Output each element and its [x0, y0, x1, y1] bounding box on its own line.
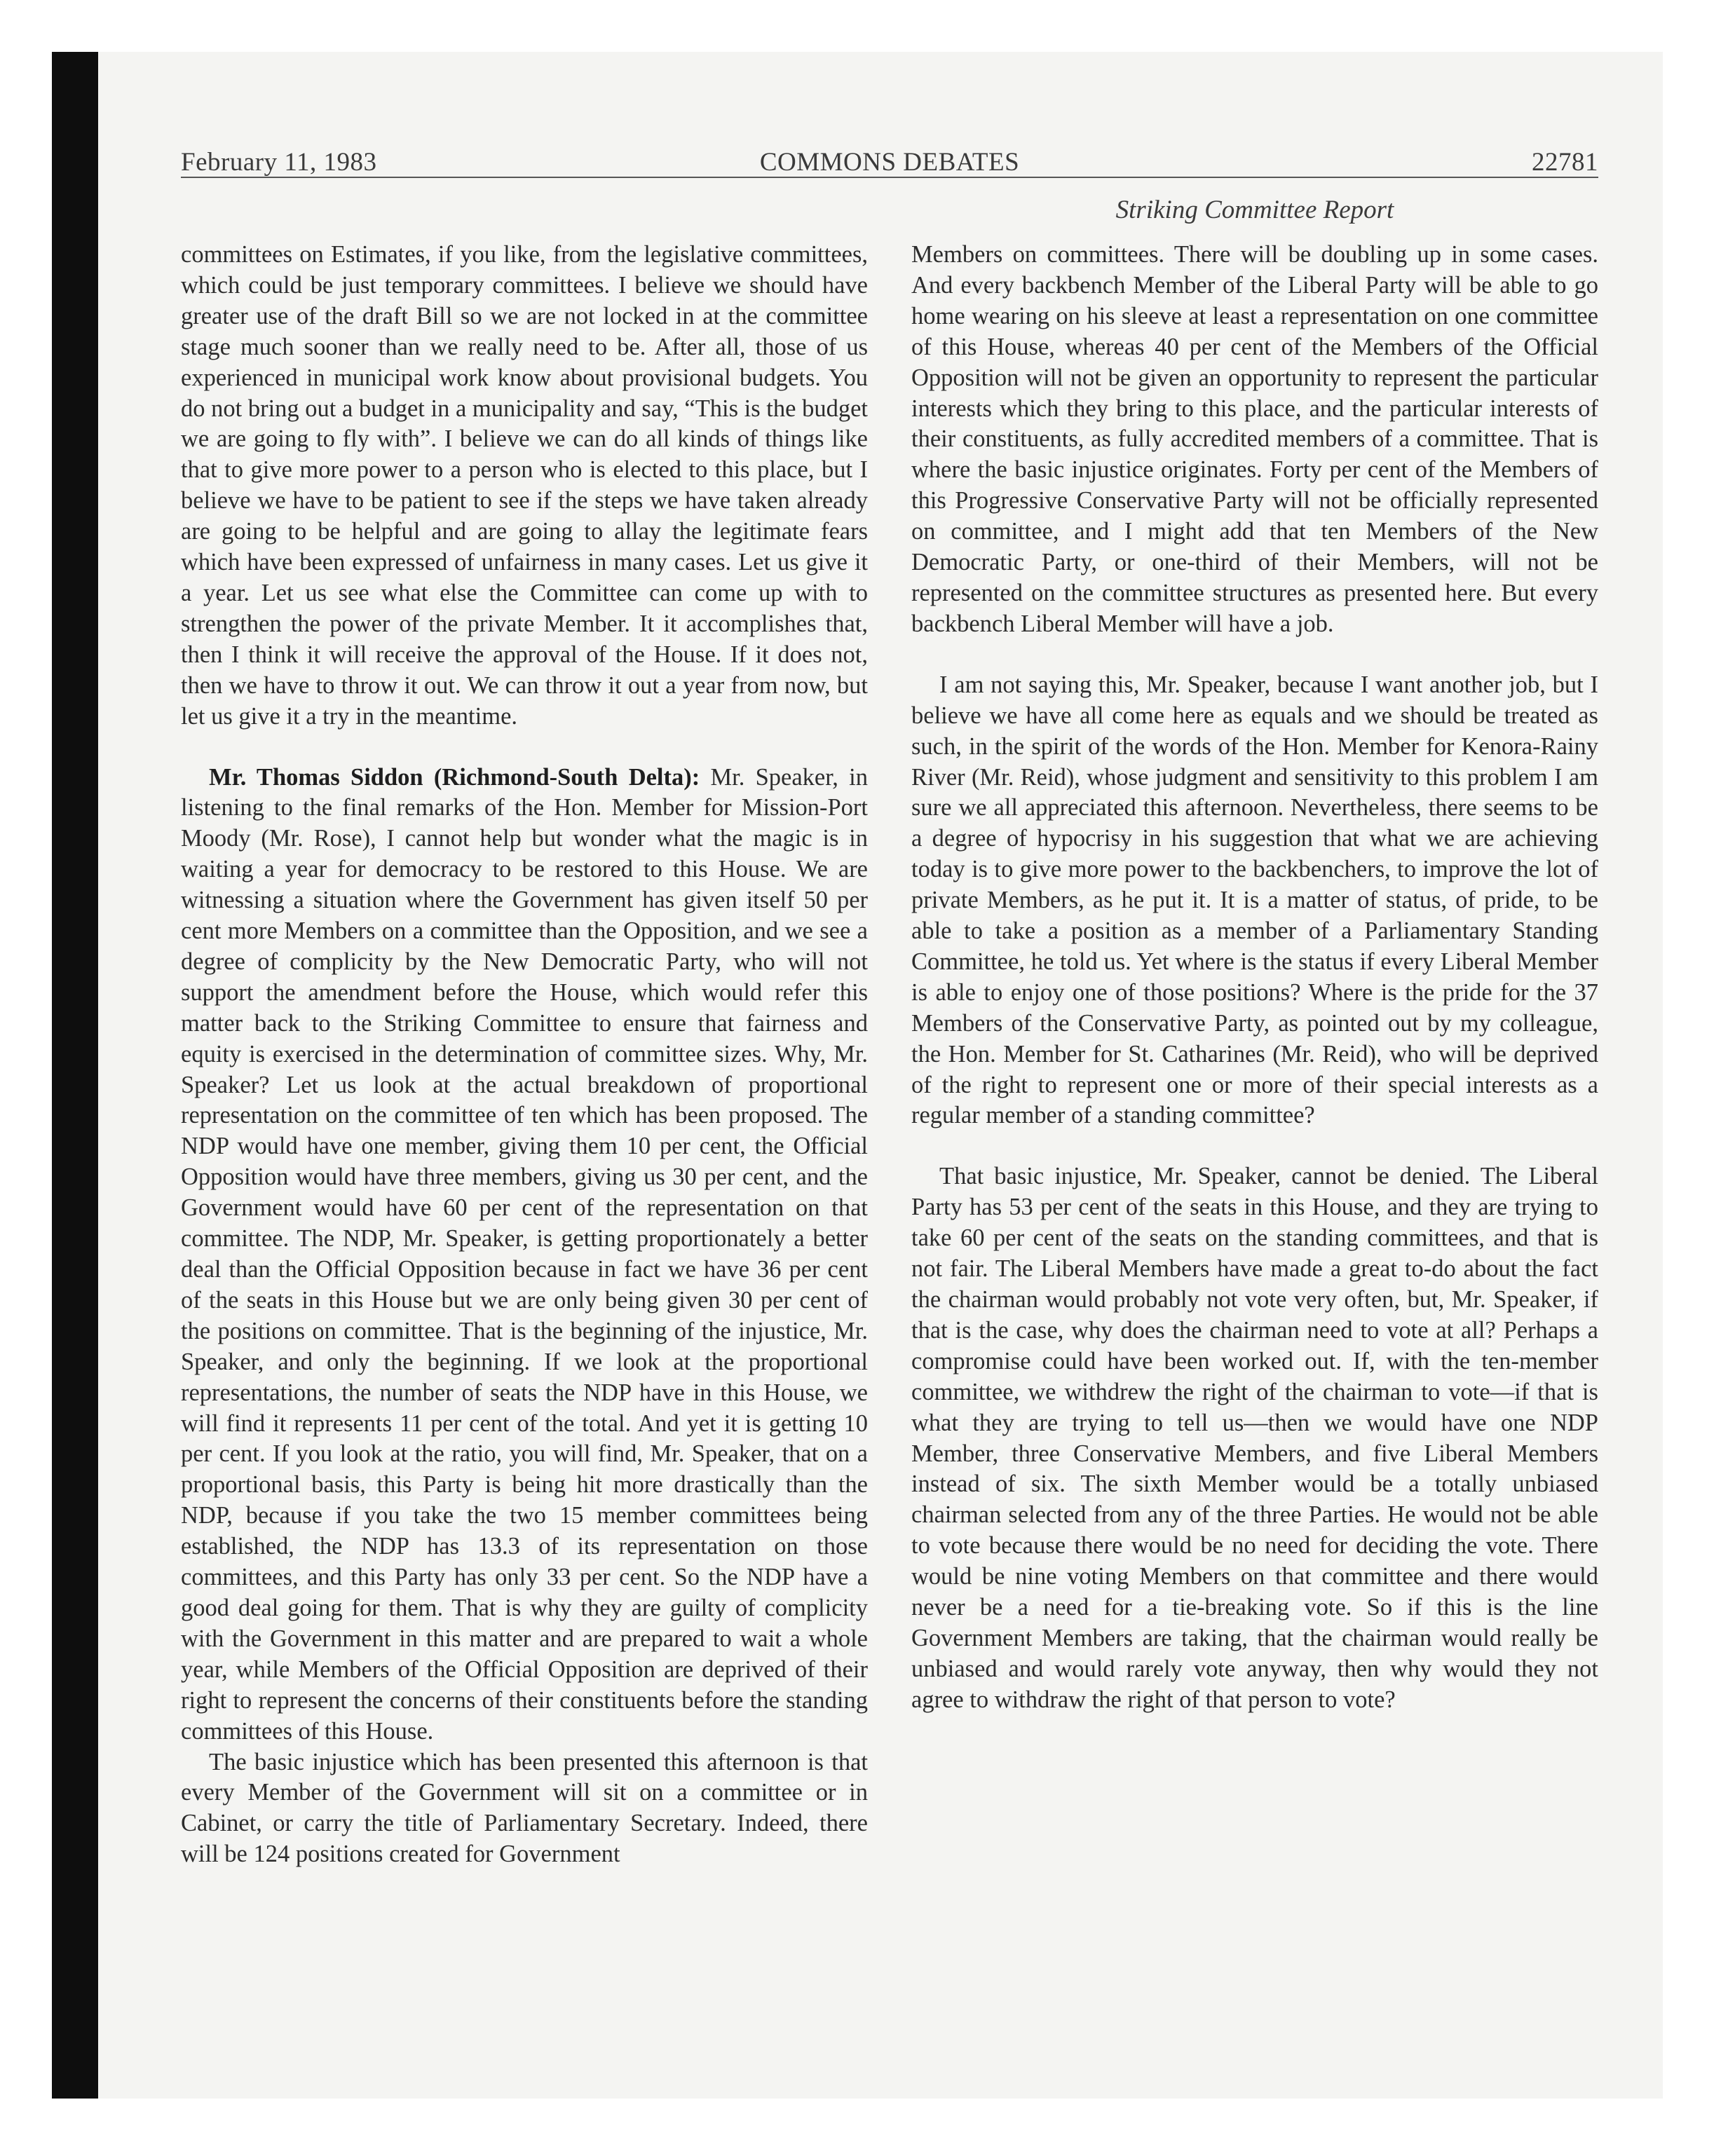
running-header: [181, 147, 1598, 179]
left-column: [181, 240, 868, 1870]
left-paragraph-3: The basic injustice which has been presented this afternoon is that every Member of the Government will sit on a committee or in Cabinet, or carry the title of Parliamentary Secretary. Indeed, there will be 124 positions created for Government: [181, 1748, 868, 1868]
right-paragraph-2: I am not saying this, Mr. Speaker, because I want another job, but I believe we have all come here as equals and we should be treated as such, in the spirit of the words of the Hon. Member for Kenora-Rainy River (Mr. Reid), whose judgment and sensitivity to this problem I am sure we all appreciated this afternoon. Nevertheless, there seems to be a degree of hypocrisy in his suggestion that what we are achieving today is to give more power to the backbenchers, to improve the lot of private Members, as he put it. It is a matter of status, of pride, to be able to take a position as a member of a Parliamentary Standing Committee, he told us. Yet where is the status if every Liberal Member is able to enjoy one of those positions? Where is the pride for the 37 Members of the Conservative Party, as pointed out by my colleague, the Hon. Member for St. Catharines (Mr. Reid), who will be deprived of the right to represent one or more of their special interests as a regular member of a standing committee?: [911, 671, 1598, 1129]
header-page-number: 22781: [1532, 148, 1598, 177]
left-paragraph-1: committees on Estimates, if you like, from the legislative committees, which could be just temporary committees. I believe we should have greater use of the draft Bill so we are not locked in at the committee stage much sooner than we really need to be. After all, those of us experienced in municipal work know about provisional budgets. You do not bring out a budget in a municipality and say, “This is the budget we are going to fly with”. I believe we can do all kinds of things like that to give more power to a person who is elected to this place, but I believe we have to be patient to see if the steps we have taken already are going to be helpful and are going to allay the legitimate fears which have been expressed of unfairness in many cases. Let us give it a year. Let us see what else the Committee can come up with to strengthen the power of the private Member. It it accomplishes that, then I think it will receive the approval of the House. If it does not, then we have to throw it out. We can throw it out a year from now, but let us give it a try in the meantime.: [181, 241, 868, 730]
header-rule: [181, 177, 1598, 178]
right-paragraph-1: Members on committees. There will be doubling up in some cases. And every backbench Member of the Liberal Party will be able to go home wearing on his sleeve at least a representation on one committee of this House, whereas 40 per cent of the Members of the Official Opposition will not be given an opportunity to represent the particular interests which they bring to this place, and the particular interests of their constituents, as fully accredited members of a committee. That is where the basic injustice originates. Forty per cent of the Members of this Progressive Conservative Party will not be officially represented on committee, and I might add that ten Members of the New Democratic Party, or one-third of their Members, will not be represented on the committee structures as presented here. But every backbench Liberal Member will have a job.: [911, 241, 1598, 637]
left-paragraph-2-text: Mr. Speaker, in listening to the final remarks of the Hon. Member for Mission-Port Moody (Mr. Rose), I cannot help but wonder what the magic is in waiting a year for democracy to be restored to this House. We are witnessing a situation where the Government has given itself 50 per cent more Members on a committee than the Opposition, and we see a degree of complicity by the New Democratic Party, who will not support the amendment before the House, which would refer this matter back to the Striking Committee to ensure that fairness and equity is exercised in the determination of committee sizes. Why, Mr. Speaker? Let us look at the actual breakdown of proportional representation on the committee of ten which has been proposed. The NDP would have one member, giving them 10 per cent, the Official Opposition would have three members, giving us 30 per cent, and the Government would have 60 per cent of the representation on that committee. The NDP, Mr. Speaker, is getting proportionately a better deal than the Official Opposition because in fact we have 36 per cent of the seats in this House but we are only being given 30 per cent of the positions on committee. That is the beginning of the injustice, Mr. Speaker, and only the beginning. If we look at the proportional representations, the number of seats the NDP have in this House, we will find it represents 11 per cent of the total. And yet it is getting 10 per cent. If you look at the ratio, you will find, Mr. Speaker, that on a proportional basis, this Party is being hit more drastically than the NDP, because if you take the two 15 member committees being established, the NDP has 13.3 of its representation on those committees, and this Party has only 33 per cent. So the NDP have a good deal going for them. That is why they are guilty of complicity with the Government in this matter and are prepared to wait a whole year, while Members of the Official Opposition are deprived of their right to represent the concerns of their constituents before the standing committees of this House.: [181, 763, 868, 1745]
section-title: Striking Committee Report: [1115, 196, 1394, 224]
left-paragraph-2: [181, 763, 868, 1747]
header-title: COMMONS DEBATES: [759, 148, 1020, 177]
right-paragraph-3: That basic injustice, Mr. Speaker, cannot be denied. The Liberal Party has 53 per cent of the seats in this House, and they are trying to take 60 per cent of the seats on the standing committees, and that is not fair. The Liberal Members have made a great to-do about the fact the chairman would probably not vote very often, but, Mr. Speaker, if that is the case, why does the chairman need to vote at all? Perhaps a compromise could have been worked out. If, with the ten-member committee, we withdrew the right of the chairman to vote—if that is what they are trying to tell us—then we would have one NDP Member, three Conservative Members, and five Liberal Members instead of six. The sixth Member would be a totally unbiased chairman selected from any of the three Parties. He would not be able to vote because there would be no need for deciding the vote. There would be nine voting Members on that committee and there would never be a need for a tie-breaking vote. So if this is the line Government Members are taking, that the chairman would really be unbiased and would rarely vote anyway, then why would they not agree to withdraw the right of that person to vote?: [911, 1163, 1598, 1713]
right-column: [911, 240, 1598, 1716]
header-date: February 11, 1983: [181, 148, 377, 177]
speaker-name: Mr. Thomas Siddon (Richmond-South Delta):: [209, 763, 700, 791]
scan-edge-bar: [52, 52, 98, 2099]
